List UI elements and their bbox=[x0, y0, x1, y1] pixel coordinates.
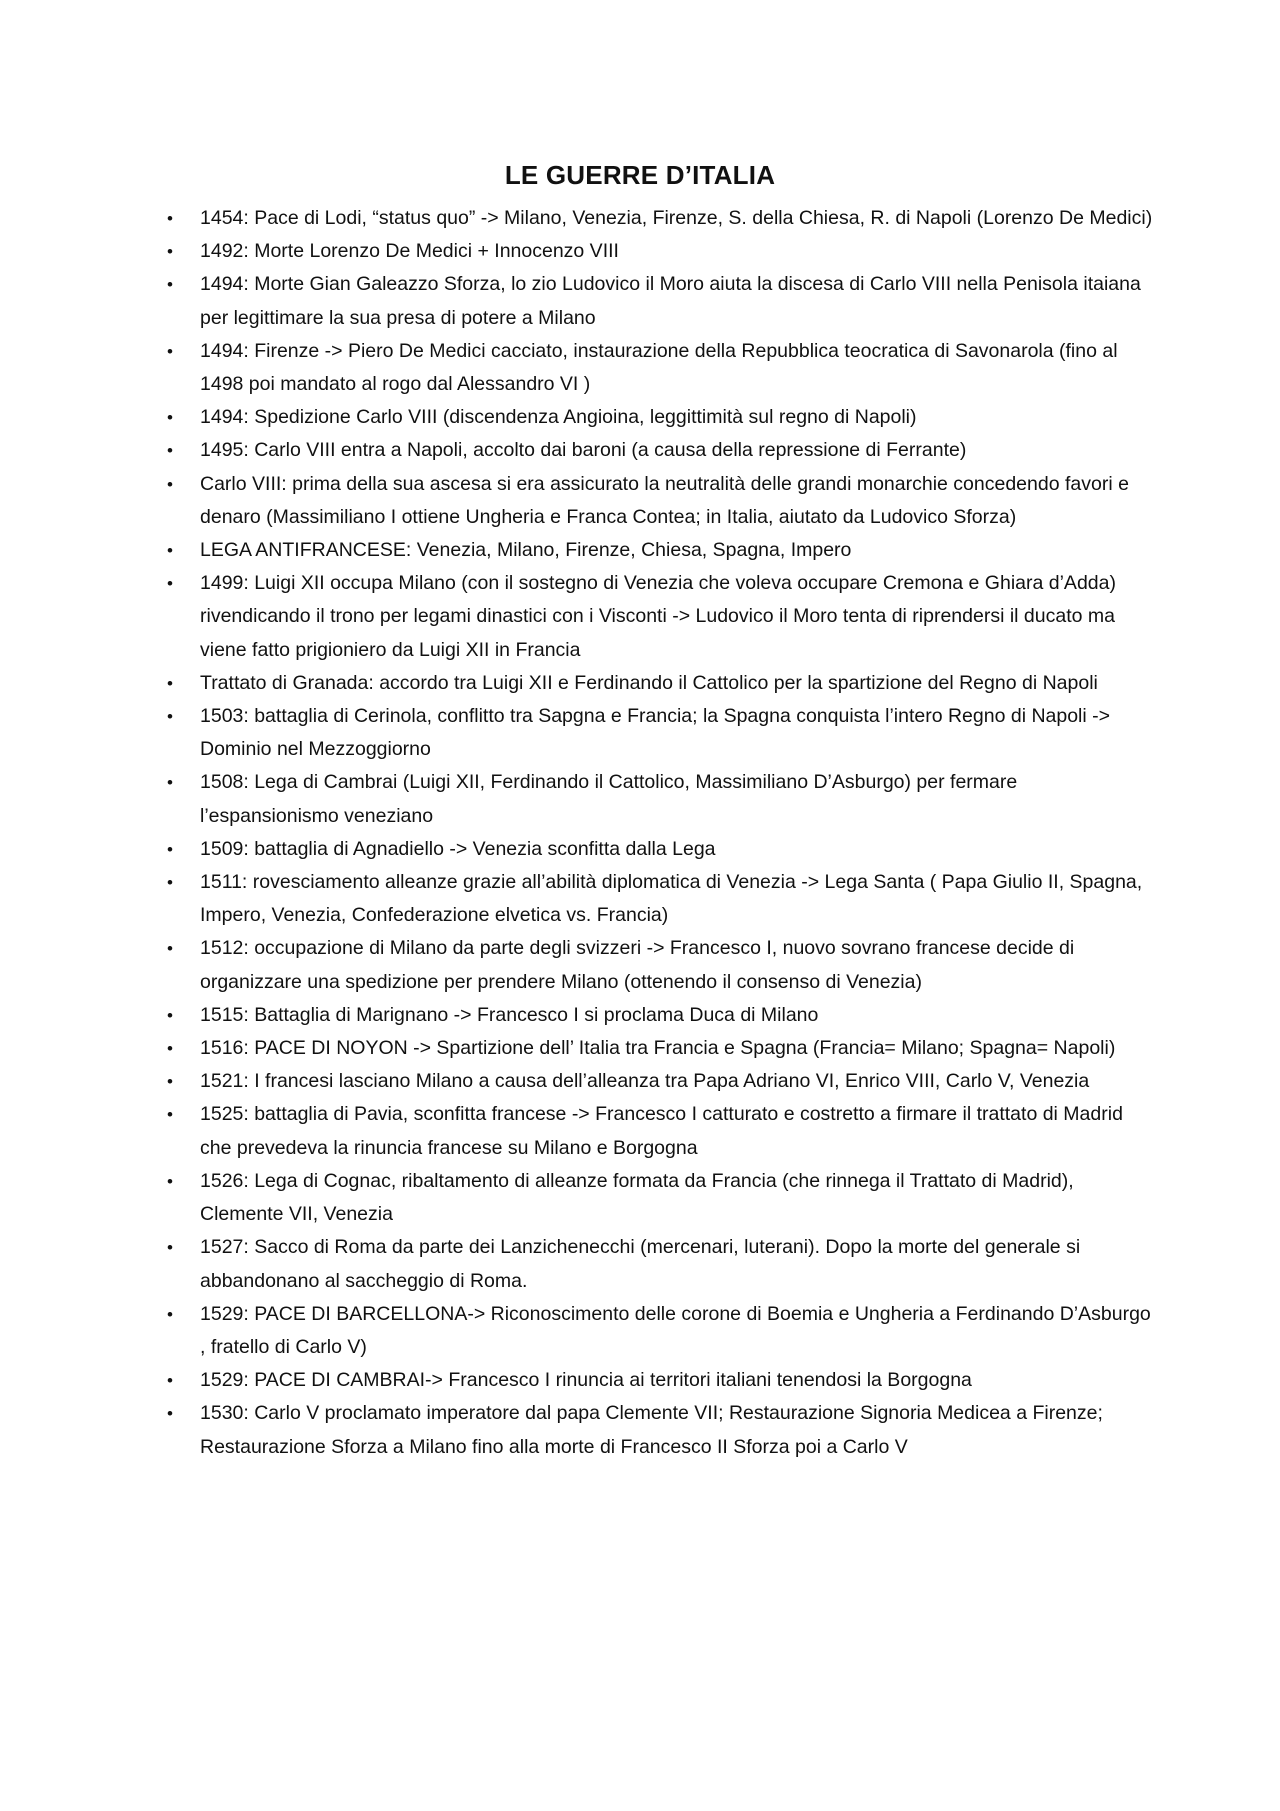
bullet-icon: • bbox=[167, 441, 173, 461]
list-item-text: 1529: PACE DI BARCELLONA-> Riconoscimento delle corone di Boemia e Ungheria a Ferdinando D’Asburgo , fratello di Carlo V) bbox=[200, 1302, 1151, 1358]
bullet-icon: • bbox=[167, 839, 173, 859]
list-item bbox=[164, 932, 1154, 998]
bullet-icon: • bbox=[167, 1371, 173, 1391]
bullet-icon: • bbox=[167, 242, 173, 262]
list-item bbox=[164, 833, 1154, 866]
list-item bbox=[164, 700, 1154, 766]
bullet-icon: • bbox=[167, 707, 173, 727]
list-item bbox=[164, 202, 1154, 235]
list-item bbox=[164, 1098, 1154, 1164]
list-item bbox=[164, 1165, 1154, 1231]
bullet-icon: • bbox=[167, 574, 173, 594]
bullet-icon: • bbox=[167, 1238, 173, 1258]
list-item bbox=[164, 268, 1154, 334]
list-item-text: 1499: Luigi XII occupa Milano (con il sostegno di Venezia che voleva occupare Cremona e Ghiara d’Adda) rivendicando il trono per legami dinastici con i Visconti -> Ludovico il Moro tenta di riprendersi il ducato ma viene fatto prigioniero da Luigi XII in Francia bbox=[200, 572, 1116, 661]
list-item bbox=[164, 567, 1154, 667]
bullet-icon: • bbox=[167, 939, 173, 959]
list-item bbox=[164, 1364, 1154, 1397]
list-item bbox=[164, 235, 1154, 268]
list-item bbox=[164, 1397, 1154, 1463]
list-item-text: 1454: Pace di Lodi, “status quo” -> Milano, Venezia, Firenze, S. della Chiesa, R. di Napoli (Lorenzo De Medici) bbox=[200, 207, 1153, 229]
bullet-icon: • bbox=[167, 1404, 173, 1424]
list-item bbox=[164, 468, 1154, 534]
list-item-text: 1511: rovesciamento alleanze grazie all’abilità diplomatica di Venezia -> Lega Santa ( Papa Giulio II, Spagna, Impero, Venezia, Confederazione elvetica vs. Francia) bbox=[200, 871, 1143, 927]
list-item-text: 1530: Carlo V proclamato imperatore dal papa Clemente VII; Restaurazione Signoria Medicea a Firenze; Restaurazione Sforza a Milano fino alla morte di Francesco II Sforza poi a Carlo V bbox=[200, 1402, 1103, 1458]
bullet-icon: • bbox=[167, 1105, 173, 1125]
bullet-icon: • bbox=[167, 408, 173, 428]
list-item-text: 1525: battaglia di Pavia, sconfitta francese -> Francesco I catturato e costretto a firmare il trattato di Madrid che prevedeva la rinuncia francese su Milano e Borgogna bbox=[200, 1103, 1123, 1159]
list-item-text: 1494: Firenze -> Piero De Medici cacciato, instaurazione della Repubblica teocratica di Savonarola (fino al 1498 poi mandato al rogo dal Alessandro VI ) bbox=[200, 339, 1118, 396]
list-item bbox=[164, 1231, 1154, 1297]
list-item-text: Trattato di Granada: accordo tra Luigi XII e Ferdinando il Cattolico per la spartizione del Regno di Napoli bbox=[200, 671, 1098, 694]
list-item-text: 1495: Carlo VIII entra a Napoli, accolto dai baroni (a causa della repressione di Ferrante) bbox=[200, 439, 967, 462]
list-item bbox=[164, 667, 1154, 700]
list-item-text: 1516: PACE DI NOYON -> Spartizione dell’ Italia tra Francia e Spagna (Francia= Milano; Spagna= Napoli) bbox=[200, 1037, 1116, 1060]
bullet-icon: • bbox=[167, 541, 173, 561]
list-item-text: 1494: Spedizione Carlo VIII (discendenza Angioina, leggittimità sul regno di Napoli) bbox=[200, 406, 917, 429]
bullet-icon: • bbox=[167, 1005, 173, 1025]
bullet-icon: • bbox=[167, 773, 173, 793]
bullet-icon: • bbox=[167, 1039, 173, 1059]
list-item-text: 1494: Morte Gian Galeazzo Sforza, lo zio Ludovico il Moro aiuta la discesa di Carlo VIII nella Penisola itaiana per legittimare la sua presa di potere a Milano bbox=[200, 273, 1141, 329]
bullet-icon: • bbox=[167, 474, 173, 494]
bullet-icon: • bbox=[167, 1072, 173, 1092]
list-item-text: 1527: Sacco di Roma da parte dei Lanzichenecchi (mercenari, luterani). Dopo la morte del generale si abbandonano al saccheggio di Roma. bbox=[200, 1236, 1081, 1292]
bullet-icon: • bbox=[167, 873, 173, 893]
list-item bbox=[164, 434, 1154, 467]
list-item bbox=[164, 866, 1154, 932]
list-item bbox=[164, 999, 1154, 1032]
list-item-text: 1529: PACE DI CAMBRAI-> Francesco I rinuncia ai territori italiani tenendosi la Borgogna bbox=[200, 1369, 972, 1392]
list-item-text: 1503: battaglia di Cerinola, conflitto tra Sapgna e Francia; la Spagna conquista l’intero Regno di Napoli -> Dominio nel Mezzoggiorno bbox=[200, 705, 1111, 761]
list-item-text: 1508: Lega di Cambrai (Luigi XII, Ferdinando il Cattolico, Massimiliano D’Asburgo) per fermare l’espansionismo veneziano bbox=[200, 771, 1018, 827]
list-item bbox=[164, 766, 1154, 832]
list-item-text: 1526: Lega di Cognac, ribaltamento di alleanze formata da Francia (che rinnega il Trattato di Madrid), Clemente VII, Venezia bbox=[200, 1169, 1074, 1226]
bullet-icon: • bbox=[167, 1171, 173, 1191]
list-item-text: Carlo VIII: prima della sua ascesa si era assicurato la neutralità delle grandi monarchie concedendo favori e denaro (Massimiliano I ottiene Ungheria e Franca Contea; in Italia, aiutato da Ludovico Sforza) bbox=[200, 472, 1129, 528]
list-item bbox=[164, 534, 1154, 567]
list-item bbox=[164, 1298, 1154, 1364]
list-item-text: LEGA ANTIFRANCESE: Venezia, Milano, Firenze, Chiesa, Spagna, Impero bbox=[200, 539, 852, 562]
list-item bbox=[164, 1065, 1154, 1098]
bullet-icon: • bbox=[167, 341, 173, 361]
list-item-text: 1512: occupazione di Milano da parte degli svizzeri -> Francesco I, nuovo sovrano francese decide di organizzare una spedizione per prendere Milano (ottenendo il consenso di Venezia) bbox=[200, 937, 1075, 993]
list-item-text: 1492: Morte Lorenzo De Medici + Innocenzo VIII bbox=[200, 240, 619, 263]
bullet-icon: • bbox=[167, 1304, 173, 1324]
list-item bbox=[164, 1032, 1154, 1065]
page-title: LE GUERRE D’ITALIA bbox=[504, 160, 776, 190]
bullet-icon: • bbox=[167, 209, 173, 228]
list-item-text: 1515: Battaglia di Marignano -> Francesco I si proclama Duca di Milano bbox=[200, 1003, 819, 1026]
bullet-icon: • bbox=[167, 673, 173, 693]
list-item-text: 1509: battaglia di Agnadiello -> Venezia sconfitta dalla Lega bbox=[200, 837, 716, 860]
list-item-text: 1521: I francesi lasciano Milano a causa dell’alleanza tra Papa Adriano VI, Enrico VIII, Carlo V, Venezia bbox=[200, 1070, 1090, 1093]
bullet-icon: • bbox=[167, 275, 173, 295]
events-list bbox=[164, 202, 1154, 1464]
list-item bbox=[164, 335, 1154, 401]
list-item bbox=[164, 401, 1154, 434]
